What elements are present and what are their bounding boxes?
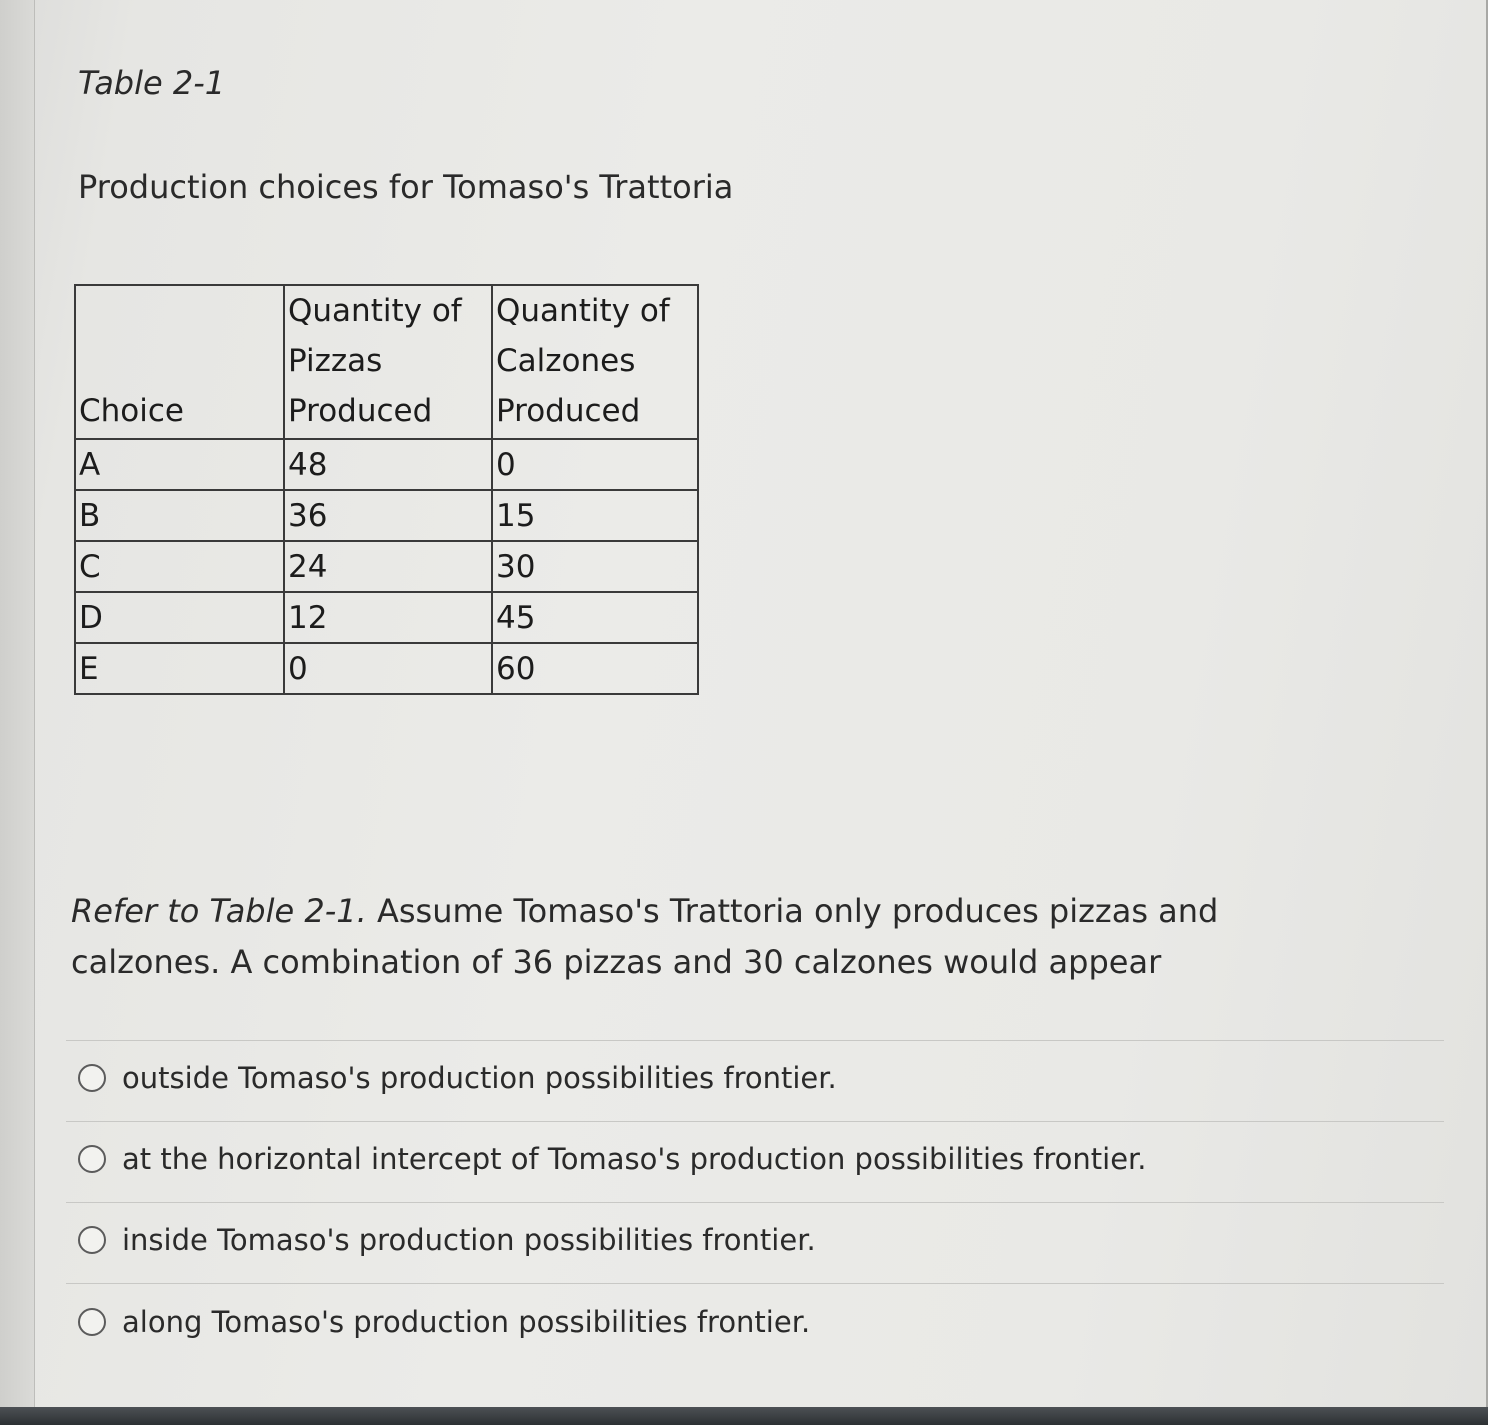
answer-option-horizontal-intercept[interactable] — [78, 1139, 1147, 1179]
cell-pizzas: 48 — [284, 439, 492, 490]
monitor-bezel-left — [0, 0, 34, 1407]
table-header-row — [75, 285, 698, 439]
cell-pizzas: 36 — [284, 490, 492, 541]
radio-button[interactable] — [78, 1308, 106, 1336]
cell-choice: A — [75, 439, 284, 490]
answer-option-label: outside Tomaso's production possibilities frontier. — [122, 1061, 837, 1095]
table-caption: Production choices for Tomaso's Trattoria — [78, 168, 734, 206]
question-body: Assume Tomaso's Trattoria only produces pizzas and calzones. A combination of 36 pizzas and 30 calzones would appear — [71, 892, 1219, 981]
table-label: Table 2-1 — [78, 64, 226, 102]
cell-pizzas: 0 — [284, 643, 492, 694]
cell-calzones: 15 — [492, 490, 698, 541]
cell-choice: B — [75, 490, 284, 541]
cell-calzones: 45 — [492, 592, 698, 643]
header-pizzas — [284, 285, 492, 439]
option-divider — [66, 1283, 1444, 1284]
header-pizzas-line: Pizzas — [288, 343, 383, 379]
answer-option-label: at the horizontal intercept of Tomaso's production possibilities frontier. — [122, 1142, 1147, 1176]
answer-option-label: inside Tomaso's production possibilities frontier. — [122, 1223, 816, 1257]
monitor-bottom-bezel — [0, 1407, 1488, 1425]
cell-choice: E — [75, 643, 284, 694]
cell-pizzas: 12 — [284, 592, 492, 643]
answer-option-along[interactable] — [78, 1302, 810, 1342]
option-divider — [66, 1121, 1444, 1122]
cell-choice: D — [75, 592, 284, 643]
answer-option-inside[interactable] — [78, 1220, 816, 1260]
cell-pizzas: 24 — [284, 541, 492, 592]
header-pizzas-line: Produced — [288, 393, 433, 429]
question-table-reference: Refer to Table 2-1. — [71, 892, 367, 930]
bezel-edge — [34, 0, 35, 1407]
table-row — [75, 490, 698, 541]
header-pizzas-line: Quantity of — [288, 293, 462, 329]
header-calzones-line: Quantity of — [496, 293, 670, 329]
header-calzones — [492, 285, 698, 439]
radio-button[interactable] — [78, 1145, 106, 1173]
option-divider — [66, 1040, 1444, 1041]
cell-calzones: 30 — [492, 541, 698, 592]
answer-option-outside[interactable] — [78, 1058, 837, 1098]
table-row — [75, 643, 698, 694]
option-divider — [66, 1202, 1444, 1203]
answer-option-label: along Tomaso's production possibilities frontier. — [122, 1305, 811, 1339]
radio-button[interactable] — [78, 1064, 106, 1092]
question-text — [71, 886, 1371, 988]
header-choice: Choice — [75, 285, 284, 439]
radio-button[interactable] — [78, 1226, 106, 1254]
table-row — [75, 541, 698, 592]
cell-calzones: 0 — [492, 439, 698, 490]
cell-calzones: 60 — [492, 643, 698, 694]
table-row — [75, 592, 698, 643]
header-calzones-line: Produced — [496, 393, 641, 429]
cell-choice: C — [75, 541, 284, 592]
header-calzones-line: Calzones — [496, 343, 636, 379]
table-row — [75, 439, 698, 490]
production-choices-table — [74, 284, 699, 695]
